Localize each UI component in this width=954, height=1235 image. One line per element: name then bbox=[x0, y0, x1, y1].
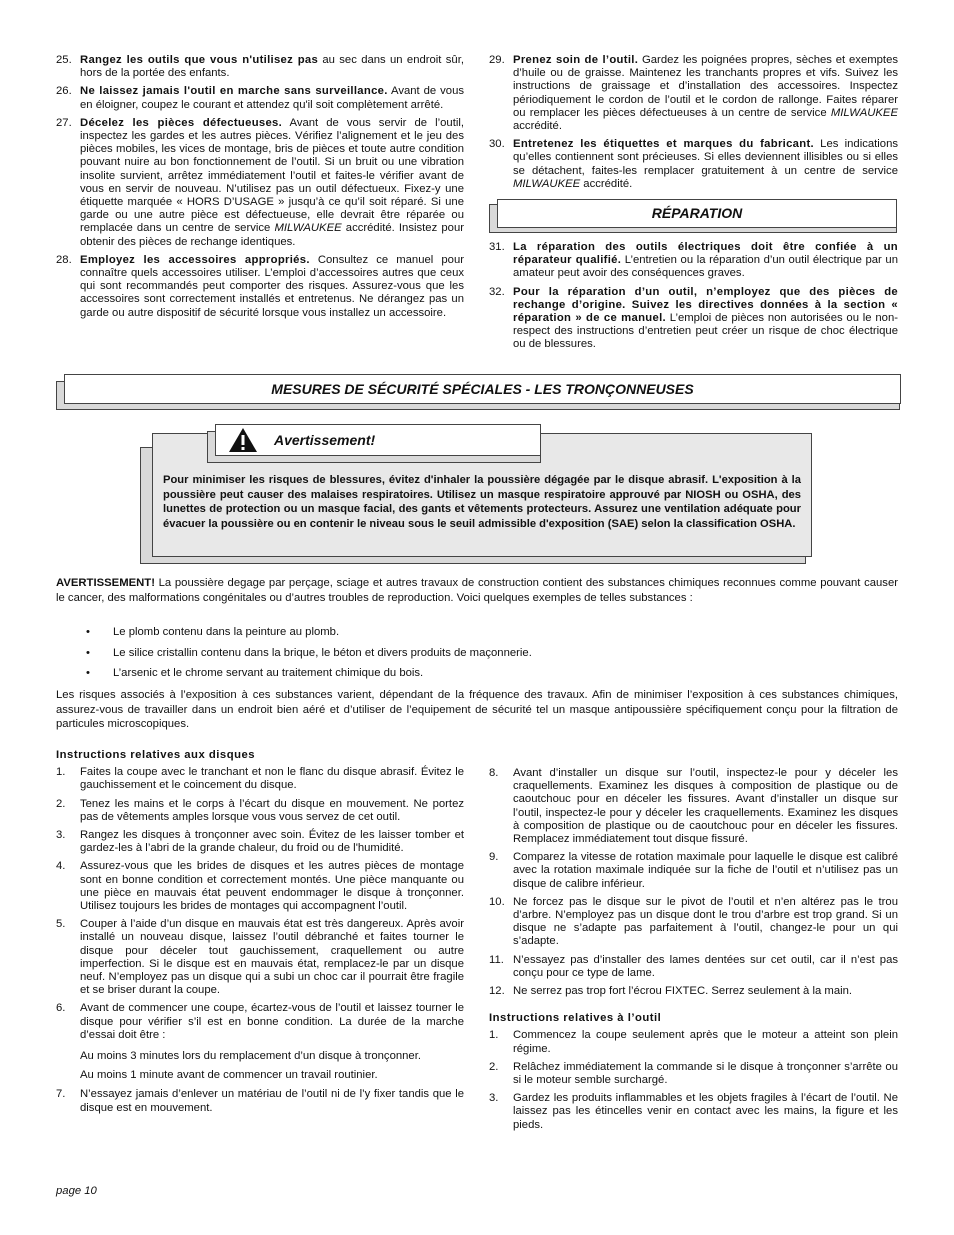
reparation-column bbox=[489, 241, 898, 357]
list-item: 6. Avant de commencer une coupe, écartez-vous de l’outil et laissez tourner le disque pour vérifier s’il est en bonne condition. La durée de la marche d’essai doit être : bbox=[56, 1002, 464, 1041]
special-heading-text: MESURES DE SÉCURITÉ SPÉCIALES - LES TRONÇONNEUSES bbox=[271, 381, 694, 397]
reparation-heading-text: RÉPARATION bbox=[651, 205, 743, 221]
warning-title-box bbox=[215, 424, 541, 456]
disc-heading: Instructions relatives aux disques bbox=[56, 749, 256, 761]
bullet-text: Le silice cristallin contenu dans la brique, le béton et divers produits de maçonnerie. bbox=[113, 647, 532, 659]
list-item: 31. La réparation des outils électriques doit être confiée à un réparateur qualifié. L’entretien ou la réparation d’un outil électrique par un amateur peut avoir des conséquences graves. bbox=[489, 241, 898, 280]
disc-right-column bbox=[489, 767, 898, 1137]
list-item: 1. Faites la coupe avec le tranchant et non le flanc du disque abrasif. Évitez le gauchissement et le coincement du disque. bbox=[56, 766, 464, 792]
reparation-heading bbox=[497, 199, 897, 228]
top-left-column bbox=[56, 54, 464, 325]
list-item: 3. Rangez les disques à tronçonner avec soin. Évitez de les laisser tomber et gardez-les à l’abri de la grande chaleur, du froid ou de l'humidité. bbox=[56, 829, 464, 855]
bullet-text: L’arsenic et le chrome servant au traitement chimique du bois. bbox=[113, 667, 424, 679]
list-item: 7. N’essayez jamais d’enlever un matériau de l’outil ni de l’y fixer tandis que le disque est en mouvement. bbox=[56, 1088, 464, 1114]
list-item: 8. Avant d’installer un disque sur l’outil, inspectez-le pour y déceler les craquellements. Examinez les disques à composition de plastique ou de caoutchouc pour en déceler les fissures. Avant d’installer un disque sur l’outil, inspectez-le pour y déceler les craquellements. Examinez les disques à composition de plastique ou de caoutchouc pour en déceler les fissures. Remplacez immédiatement tout disque fissuré. bbox=[489, 767, 898, 846]
disc-left-column bbox=[56, 749, 464, 1120]
list-item: 2. Relâchez immédiatement la commande si le disque à tronçonner s’arrête ou si le moteur semble surchargé. bbox=[489, 1060, 898, 1087]
avertissement-paragraph: AVERTISSEMENT! La poussière degage par perçage, sciage et autres travaux de construction contient des substances chimiques reconnues comme pouvant causer le cancer, des malformations congénitales ou d’autres troubles de reproduction. Voici quelques exemples de telles substances : bbox=[56, 577, 898, 604]
bullet-item: • bbox=[86, 667, 90, 679]
sub-item: Au moins 1 minute avant de commencer un travail routinier. bbox=[80, 1069, 378, 1082]
risk-paragraph: Les risques associés à l’exposition à ces substances varient, dépendant de la fréquence des travaux. Afin de minimiser l’exposition à ces substances chimiques, assurez-vous de travailler dans un endroit bien aéré et d’utiliser de l’equipement de sécurité tel un masque antipoussière spécifiquement conçu pour la filtration de particules microscopiques. bbox=[56, 689, 898, 731]
list-item: 32. Pour la réparation d’un outil, n’employez que des pièces de rechange d’origine. Suivez les directives données à la section « réparation » de ce manuel. L’emploi de pièces non autorisées ou le non-respect des instructions d’entretien peut créer un risque de choc électrique ou de blessures. bbox=[489, 285, 899, 351]
bullet-item: • bbox=[86, 626, 90, 638]
list-item: 12. Ne serrez pas trop fort l’écrou FIXTEC. Serrez seulement à la main. bbox=[489, 985, 853, 998]
list-item: 29. Prenez soin de l’outil. Gardez les poignées propres, sèches et exemptes d’huile ou de graisse. Maintenez les tranchants propres et vifs. Suivez les instructions de graissage et d’installation des accessoires. Inspectez périodiquement le cordon de l’outil et le cordon de rallonge. Faites réparer ou remplacer les pièces défectueuses à un centre de service MILWAUKEE accrédité. bbox=[489, 54, 898, 133]
list-item: 2. Tenez les mains et le corps à l’écart du disque en mouvement. Ne portez pas de vêtements amples lorsque vous vous servez de cet outil. bbox=[56, 797, 464, 823]
list-item: 25. Rangez les outils que vous n'utilisez pas au sec dans un endroit sûr, hors de la portée des enfants. bbox=[56, 54, 464, 80]
warning-title: Avertissement! bbox=[274, 432, 376, 448]
list-item: 4. Assurez-vous que les brides de disques et les autres pièces de montage sont en bonne condition et correctement montés. Une pièce manquante ou une pièce en mauvais état peuvent endommager le disque à tronçonner. Utilisez toujours les brides de montages qui accompagnent l’outil. bbox=[56, 860, 464, 913]
bullet-item: • bbox=[86, 647, 90, 659]
bullet-text: Le plomb contenu dans la peinture au plomb. bbox=[113, 626, 340, 638]
list-item: 28. Employez les accessoires appropriés. Consultez ce manuel pour connaître quels accessoires utiliser. L’emploi d’accessoires autres que ceux qui sont recommandés peut comporter des risques. Assurez-vous que les accessoires sont correctement installés et entretenus. Ne dérangez pas un garde ou autre dispositif de sécurité lorsque vous installez un accessoire. bbox=[56, 253, 464, 319]
tool-heading: Instructions relatives à l’outil bbox=[489, 1012, 662, 1025]
special-heading bbox=[64, 374, 901, 404]
warning-text: Pour minimiser les risques de blessures, évitez d'inhaler la poussière dégagée par le disque abrasif. L'exposition à la poussière peut causer des malaises respiratoires. Utilisez un masque respiratoire approuvé par NIOSH ou OSHA, des lunettes de protection ou un masque facial, des gants et vêtements protecteurs. Assurez une ventilation adéquate pour évacuer la poussière ou en contenir le niveau sous le seuil admissible d'exposition (SAE) selon la classification OSHA. bbox=[163, 474, 801, 530]
page-number: page 10 bbox=[56, 1185, 97, 1197]
list-item: 1. Commencez la coupe seulement après que le moteur a atteint son plein régime. bbox=[489, 1029, 898, 1055]
list-item: 3. Gardez les produits inflammables et les objets fragiles à l’écart de l’outil. Ne laissez pas les étincelles venir en contact avec les mains, la figure et les pieds. bbox=[489, 1092, 898, 1131]
sub-item: Au moins 3 minutes lors du remplacement d’un disque à tronçonner. bbox=[80, 1050, 421, 1063]
warning-triangle-icon bbox=[226, 427, 260, 453]
top-right-column bbox=[489, 54, 898, 196]
list-item: 10. Ne forcez pas le disque sur le pivot de l’outil et n’en altérez pas le trou d’arbre. N’employez pas un disque dont le trou d’arbre est trop grand. Si un disque ne s’adapte pas parfaitement à l’outil, changez-le pour un qui s’adapte. bbox=[489, 895, 898, 948]
list-item: 27. Décelez les pièces défectueuses. Avant de vous servir de l’outil, inspectez les gardes et les autres pièces. Vérifiez l’alignement et le jeu des pièces mobiles, les vices de montage, bris de pièces et toute autre condition pouvant nuire au bon fonctionnement de l’outil. Si un bruit ou une vibration insolite survient, arrêtez immédiatement l’outil et faites-le vérifier avant de vous en servir de nouveau. N’utilisez pas un outil défectueux. Fixez-y une étiquette marquée « HORS D’USAGE » jusqu’à ce qu’il soit réparé. Si une garde ou une autre pièce est défectueuse, elle devrait être réparée ou remplacée dans un centre de service MILWAUKEE accrédité. Insistez pour obtenir des pièces de rechange identiques. bbox=[56, 116, 464, 248]
list-item: 9. Comparez la vitesse de rotation maximale pour laquelle le disque est calibré avec la rotation maximale indiquée sur la fiche de l’outil et n’utilisez pas un disque de calibre inférieur. bbox=[489, 851, 898, 890]
list-item: 11. N’essayez pas d’installer des lames dentées sur cet outil, car il n’est pas conçu pour ce type de lame. bbox=[489, 953, 898, 979]
list-item: 5. Couper à l’aide d’un disque en mauvais état est très dangereux. Après avoir installé un nouveau disque, laissez l’outil débranché et faites tourner le disque pour déceler tout gauchissement, craquellement ou autre imperfection. Si le disque est en mauvais état, remplacez-le par un disque neuf. N’employez pas un disque qui a subi un choc car il pourrait être fragile et se briser durant la coupe. bbox=[56, 918, 464, 997]
list-item: 26. Ne laissez jamais l'outil en marche sans surveillance. Avant de vous en éloigner, coupez le courant et attendez qu'il soit complètement arrêté. bbox=[56, 85, 464, 111]
list-item: 30. Entretenez les étiquettes et marques du fabricant. Les indications qu’elles contiennent sont précieuses. Si elles deviennent illisibles ou si elles se détachent, faites-les remplacer gratuitement à un centre de service MILWAUKEE accrédité. bbox=[489, 138, 898, 190]
